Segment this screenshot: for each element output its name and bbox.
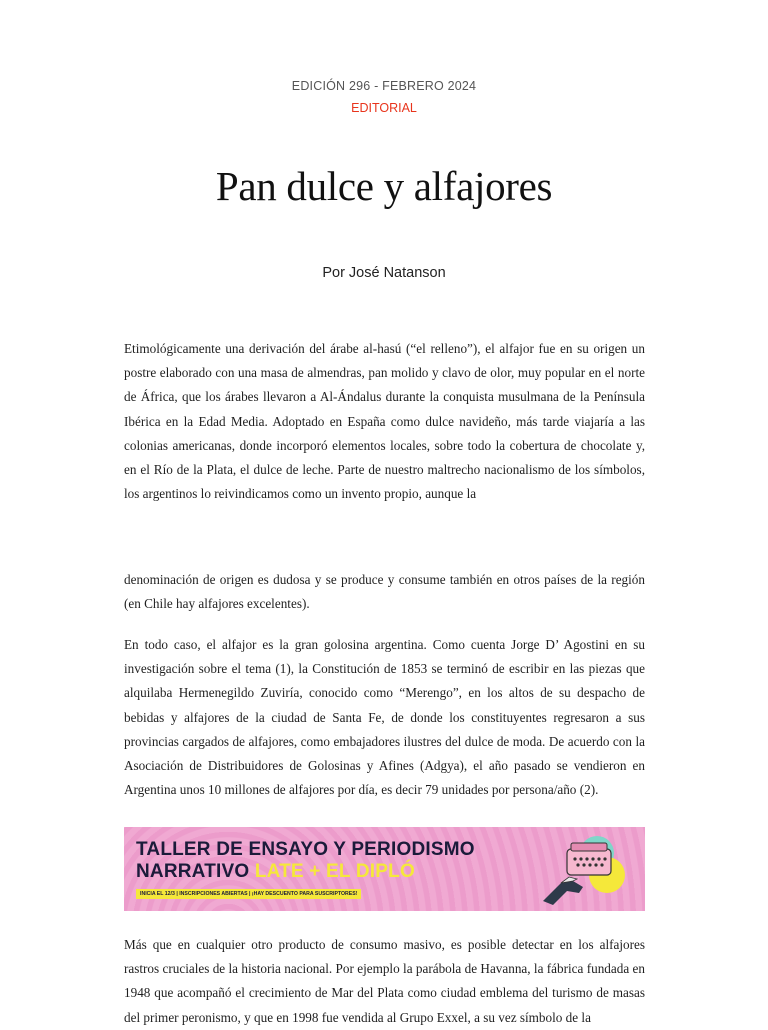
ad-banner[interactable] [124,827,645,911]
typewriter-hand-icon [539,831,631,907]
edition-label: EDICIÓN 296 - FEBRERO 2024 [291,79,477,93]
banner-title-line-2 [136,861,415,883]
banner-title-prefix: NARRATIVO [136,861,255,882]
paragraph-3: En todo caso, el alfajor es la gran golosina argentina. Como cuenta Jorge D’ Agostini en su investigación sobre el tema (1), la Constitución de 1853 se terminó de escribir en las piezas que alquilaba Hermenegildo Zuviría, conocido como “Merengo”, en los altos de su despacho de bebidas y alfajores de la ciudad de Santa Fe, de donde los constituyentes regresaron a sus provincias cargados de alfajores, como embajadores ilustres del dulce de moda. De acuerdo con la Asociación de Distribuidores de Golosinas y Afines (Adgya), el año pasado se vendieron en Argentina unos 10 millones de alfajores por día, es decir 79 unidades por persona/año (2). [124,637,645,798]
banner-subline: INICIA EL 12/3 | INSCRIPCIONES ABIERTAS | ¡HAY DESCUENTO PARA SUSCRIPTORES! [136,889,361,899]
banner-title-highlight: LATE + EL DIPLÓ [254,861,415,882]
section-label[interactable]: EDITORIAL [351,101,417,115]
paragraph-2: denominación de origen es dudosa y se produce y consume también en otros países de la región (en Chile hay alfajores excelentes). [124,572,645,612]
paragraph-4: Más que en cualquier otro producto de consumo masivo, es posible detectar en los alfajores rastros cruciales de la historia nacional. Por ejemplo la parábola de Havanna, la fábrica fundada en 1948 que acompañó el crecimiento de Mar del Plata como ciudad emblema del turismo de masas del primer peronismo, y que en 1998 fue vendida al Grupo Exxel, a su vez símbolo de la [124,937,645,1025]
byline[interactable]: Por José Natanson [322,265,446,281]
article-title: Pan dulce y alfajores [215,163,553,209]
banner-title-line-1: TALLER DE ENSAYO Y PERIODISMO [136,839,475,860]
paragraph-1: Etimológicamente una derivación del árabe al-hasú (“el relleno”), el alfajor fue en su origen un postre elaborado con una masa de almendras, pan molido y clavo de olor, muy popular en el norte de África, que los árabes llevaron a Al-Ándalus durante la conquista musulmana de la Península Ibérica en la Edad Media. Adoptado en España como dulce navideño, más tarde viajaría a las colonias americanas, donde incorporó elementos locales, sobre todo la cobertura de chocolate y, en el Río de la Plata, el dulce de leche. Parte de nuestro maltrecho nacionalismo de los símbolos, los argentinos lo reivindicamos como un invento propio, aunque la [124,341,645,502]
